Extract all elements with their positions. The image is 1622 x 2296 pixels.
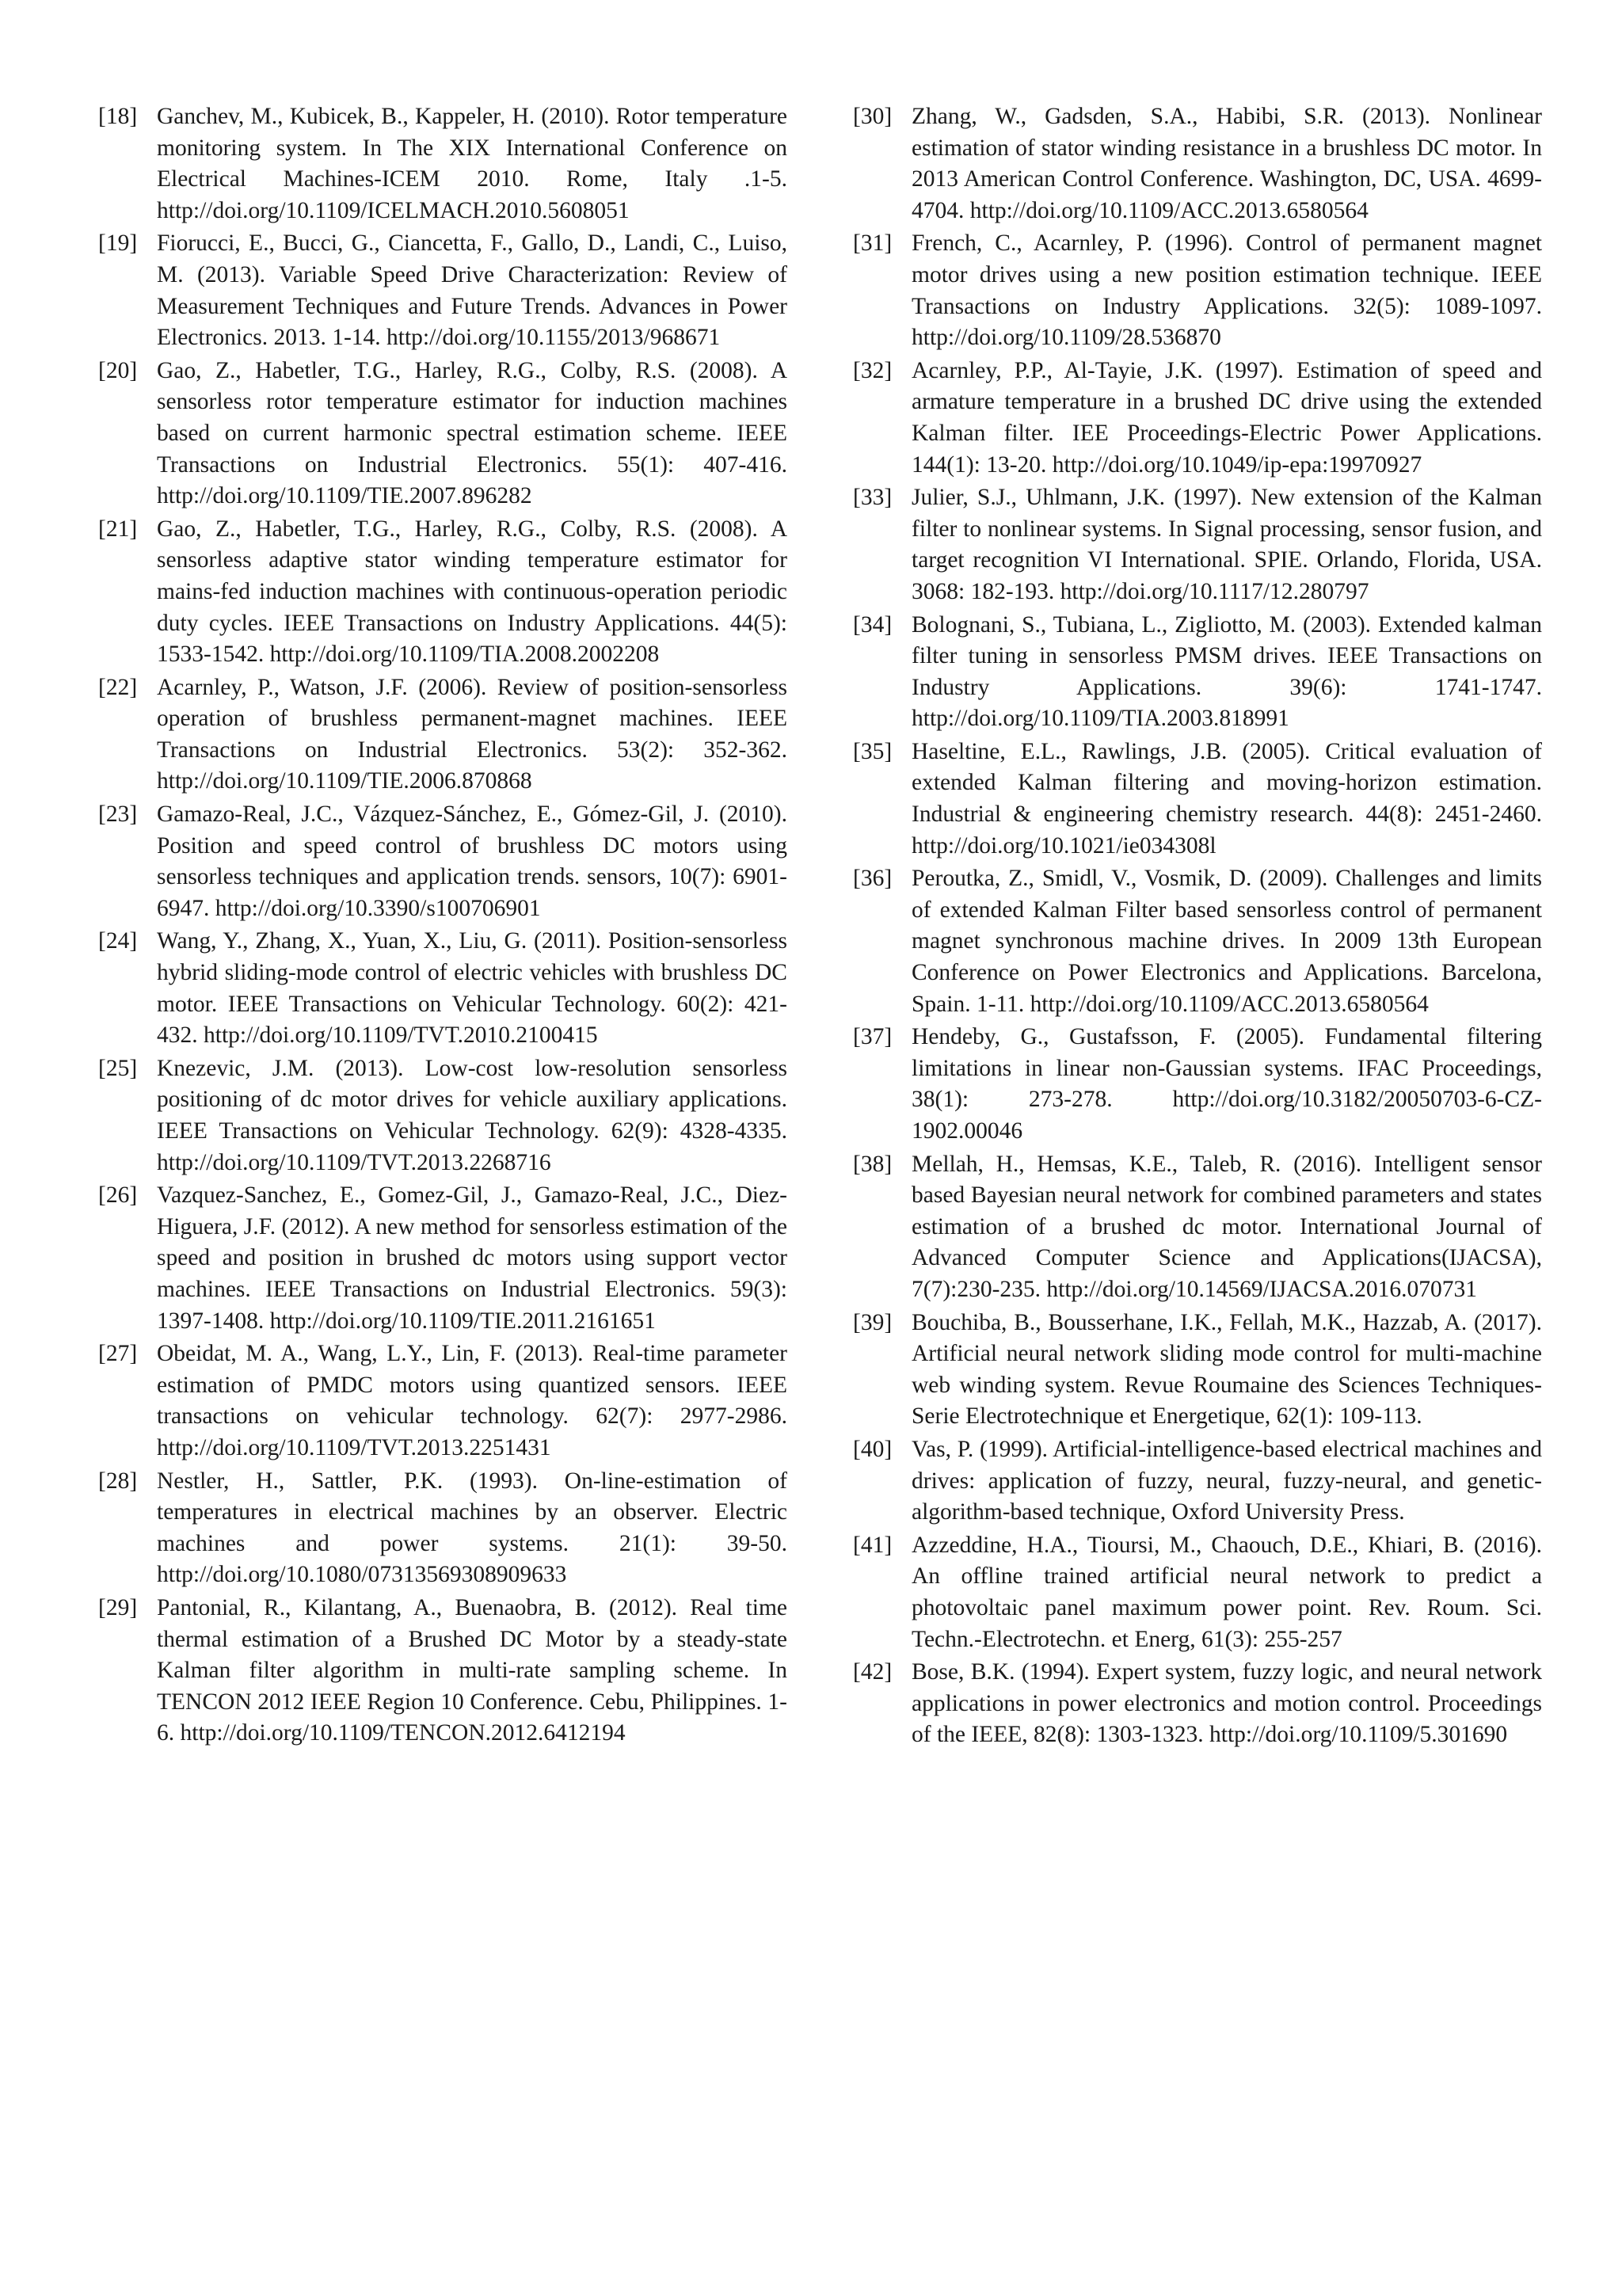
reference-number: [40] bbox=[853, 1436, 893, 1462]
reference-36 bbox=[853, 863, 1542, 1020]
reference-20 bbox=[98, 356, 787, 512]
reference-number: [29] bbox=[98, 1594, 138, 1620]
reference-list bbox=[98, 101, 787, 1750]
reference-text: Hendeby, G., Gustafsson, F. (2005). Fundamental filtering limitations in linear non-Gaussian systems. IFAC Proceedings, 38(1): 273-278. http://doi.org/10.3182/20050703-6-CZ-1902.00046 bbox=[912, 1024, 1542, 1144]
reference-31 bbox=[853, 228, 1542, 353]
reference-number: [24] bbox=[98, 928, 138, 954]
reference-number: [41] bbox=[853, 1532, 893, 1558]
reference-25 bbox=[98, 1053, 787, 1178]
reference-number: [26] bbox=[98, 1182, 138, 1209]
reference-text: Vazquez-Sanchez, E., Gomez-Gil, J., Gamazo-Real, J.C., Diez-Higuera, J.F. (2012). A new method for sensorless estimation of the speed and position in brushed dc motors using support vector machines. IEEE Transactions on Industrial Electronics. 59(3): 1397-1408. http://doi.org/10.1109/TIE.2011.2161651 bbox=[157, 1182, 787, 1334]
reference-text: Ganchev, M., Kubicek, B., Kappeler, H. (2010). Rotor temperature monitoring system. In The XIX International Conference on Electrical Machines-ICEM 2010. Rome, Italy .1-5. http://doi.org/10.1109/ICELMACH.2010.5608051 bbox=[157, 104, 787, 223]
reference-22 bbox=[98, 672, 787, 798]
reference-text: Wang, Y., Zhang, X., Yuan, X., Liu, G. (2011). Position-sensorless hybrid sliding-mode control of electric vehicles with brushless DC motor. IEEE Transactions on Vehicular Technology. 60(2): 421-432. http://doi.org/10.1109/TVT.2010.2100415 bbox=[157, 928, 787, 1049]
reference-text: Haseltine, E.L., Rawlings, J.B. (2005). Critical evaluation of extended Kalman filtering and moving-horizon estimation. Industrial & engineering chemistry research. 44(8): 2451-2460. http://doi.org/10.1021/ie034308l bbox=[912, 738, 1542, 859]
reference-42 bbox=[853, 1657, 1542, 1751]
reference-text: Vas, P. (1999). Artificial-intelligence-based electrical machines and drives: application of fuzzy, neural, fuzzy-neural, and genetic-algorithm-based technique, Oxford University Press. bbox=[912, 1436, 1542, 1525]
reference-19 bbox=[98, 228, 787, 353]
reference-number: [42] bbox=[853, 1659, 893, 1685]
reference-26 bbox=[98, 1180, 787, 1337]
reference-24 bbox=[98, 926, 787, 1051]
reference-number: [28] bbox=[98, 1468, 138, 1494]
reference-text: French, C., Acarnley, P. (1996). Control of permanent magnet motor drives using a new position estimation technique. IEEE Transactions on Industry Applications. 32(5): 1089-1097. http://doi.org/10.1109/28.536870 bbox=[912, 230, 1542, 351]
references-left-column bbox=[98, 101, 787, 1751]
reference-37 bbox=[853, 1022, 1542, 1147]
reference-34 bbox=[853, 610, 1542, 735]
reference-30 bbox=[853, 101, 1542, 227]
reference-text: Pantonial, R., Kilantang, A., Buenaobra, B. (2012). Real time thermal estimation of a Brushed DC Motor by a steady-state Kalman filter algorithm in multi-rate sampling scheme. In TENCON 2012 IEEE Region 10 Conference. Cebu, Philippines. 1-6. http://doi.org/10.1109/TENCON.2012.6412194 bbox=[157, 1594, 787, 1746]
reference-number: [34] bbox=[853, 611, 893, 638]
reference-list bbox=[853, 101, 1542, 1751]
reference-number: [19] bbox=[98, 230, 138, 257]
reference-number: [25] bbox=[98, 1055, 138, 1081]
reference-text: Nestler, H., Sattler, P.K. (1993). On-line-estimation of temperatures in electrical machines by an observer. Electric machines and power systems. 21(1): 39-50. http://doi.org/10.1080/07313569308909633 bbox=[157, 1468, 787, 1588]
reference-number: [30] bbox=[853, 104, 893, 129]
reference-text: Bouchiba, B., Bousserhane, I.K., Fellah, M.K., Hazzab, A. (2017). Artificial neural network sliding mode control for multi-machine web winding system. Revue Roumaine des Sciences Techniques-Serie Electrotechnique et Energetique, 62(1): 109-113. bbox=[912, 1309, 1542, 1430]
reference-39 bbox=[853, 1308, 1542, 1433]
reference-text: Julier, S.J., Uhlmann, J.K. (1997). New extension of the Kalman filter to nonlinear systems. In Signal processing, sensor fusion, and target recognition VI International. SPIE. Orlando, Florida, USA. 3068: 182-193. http://doi.org/10.1117/12.280797 bbox=[912, 485, 1542, 604]
reference-number: [36] bbox=[853, 866, 893, 892]
reference-number: [22] bbox=[98, 674, 138, 700]
reference-text: Bolognani, S., Tubiana, L., Zigliotto, M. (2003). Extended kalman filter tuning in sensorless PMSM drives. IEEE Transactions on Industry Applications. 39(6): 1741-1747. http://doi.org/10.1109/TIA.2003.818991 bbox=[912, 611, 1542, 732]
reference-number: [20] bbox=[98, 357, 138, 383]
reference-18 bbox=[98, 101, 787, 227]
reference-text: Acarnley, P.P., Al-Tayie, J.K. (1997). Estimation of speed and armature temperature in a brushed DC drive using the extended Kalman filter. IEE Proceedings-Electric Power Applications. 144(1): 13-20. http://doi.org/10.1049/ip-epa:19970927 bbox=[912, 357, 1542, 478]
reference-number: [32] bbox=[853, 357, 893, 383]
reference-23 bbox=[98, 799, 787, 924]
reference-41 bbox=[853, 1530, 1542, 1655]
reference-33 bbox=[853, 482, 1542, 607]
reference-number: [23] bbox=[98, 802, 138, 828]
reference-21 bbox=[98, 514, 787, 671]
reference-number: [39] bbox=[853, 1309, 893, 1335]
reference-number: [31] bbox=[853, 230, 893, 257]
reference-40 bbox=[853, 1434, 1542, 1529]
reference-38 bbox=[853, 1149, 1542, 1306]
reference-text: Mellah, H., Hemsas, K.E., Taleb, R. (2016). Intelligent sensor based Bayesian neural network for combined parameters and states estimation of a brushed dc motor. International Journal of Advanced Computer Science and Applications(IJACSA), 7(7):230-235. http://doi.org/10.14569/IJACSA.2016.070731 bbox=[912, 1151, 1542, 1302]
reference-text: Obeidat, M. A., Wang, L.Y., Lin, F. (2013). Real-time parameter estimation of PMDC motors using quantized sensors. IEEE transactions on vehicular technology. 62(7): 2977-2986. http://doi.org/10.1109/TVT.2013.2251431 bbox=[157, 1341, 787, 1460]
reference-number: [38] bbox=[853, 1151, 893, 1177]
reference-text: Fiorucci, E., Bucci, G., Ciancetta, F., Gallo, D., Landi, C., Luiso, M. (2013). Variable Speed Drive Characterization: Review of Measurement Techniques and Future Trends. Advances in Power Electronics. 2013. 1-14. http://doi.org/10.1155/2013/968671 bbox=[157, 230, 787, 351]
reference-29 bbox=[98, 1593, 787, 1750]
reference-28 bbox=[98, 1466, 787, 1591]
reference-text: Knezevic, J.M. (2013). Low-cost low-resolution sensorless positioning of dc motor drives for vehicle auxiliary applications. IEEE Transactions on Vehicular Technology. 62(9): 4328-4335. http://doi.org/10.1109/TVT.2013.2268716 bbox=[157, 1055, 787, 1175]
reference-text: Zhang, W., Gadsden, S.A., Habibi, S.R. (2013). Nonlinear estimation of stator winding resistance in a brushless DC motor. In 2013 American Control Conference. Washington, DC, USA. 4699-4704. http://doi.org/10.1109/ACC.2013.6580564 bbox=[912, 104, 1542, 223]
reference-text: Azzeddine, H.A., Tioursi, M., Chaouch, D.E., Khiari, B. (2016). An offline trained artificial neural network to predict a photovoltaic panel maximum power point. Rev. Roum. Sci. Techn.-Electrotechn. et Energ, 61(3): 255-257 bbox=[912, 1532, 1542, 1652]
reference-number: [18] bbox=[98, 104, 138, 129]
reference-number: [35] bbox=[853, 738, 893, 764]
references-right-column bbox=[853, 101, 1542, 1753]
reference-number: [33] bbox=[853, 485, 893, 511]
reference-32 bbox=[853, 356, 1542, 481]
reference-number: [37] bbox=[853, 1024, 893, 1050]
reference-text: Bose, B.K. (1994). Expert system, fuzzy logic, and neural network applications in power electronics and motion control. Proceedings of the IEEE, 82(8): 1303-1323. http://doi.org/10.1109/5.301690 bbox=[912, 1659, 1542, 1748]
reference-35 bbox=[853, 737, 1542, 862]
reference-number: [27] bbox=[98, 1341, 138, 1367]
reference-text: Peroutka, Z., Smidl, V., Vosmik, D. (2009). Challenges and limits of extended Kalman Filter based sensorless control of permanent magnet synchronous machine drives. In 2009 13th European Conference on Power Electronics and Applications. Barcelona, Spain. 1-11. http://doi.org/10.1109/ACC.2013.6580564 bbox=[912, 866, 1542, 1017]
reference-number: [21] bbox=[98, 516, 138, 542]
reference-text: Gamazo-Real, J.C., Vázquez-Sánchez, E., Gómez-Gil, J. (2010). Position and speed control of brushless DC motors using sensorless techniques and application trends. sensors, 10(7): 6901-6947. http://doi.org/10.3390/s100706901 bbox=[157, 802, 787, 921]
reference-text: Gao, Z., Habetler, T.G., Harley, R.G., Colby, R.S. (2008). A sensorless adaptive stator winding temperature estimator for mains-fed induction machines with continuous-operation periodic duty cycles. IEEE Transactions on Industry Applications. 44(5): 1533-1542. http://doi.org/10.1109/TIA.2008.2002208 bbox=[157, 516, 787, 668]
reference-text: Gao, Z., Habetler, T.G., Harley, R.G., Colby, R.S. (2008). A sensorless rotor temperature estimator for induction machines based on current harmonic spectral estimation scheme. IEEE Transactions on Industrial Electronics. 55(1): 407-416. http://doi.org/10.1109/TIE.2007.896282 bbox=[157, 357, 787, 509]
reference-27 bbox=[98, 1338, 787, 1464]
reference-text: Acarnley, P., Watson, J.F. (2006). Review of position-sensorless operation of brushless permanent-magnet machines. IEEE Transactions on Industrial Electronics. 53(2): 352-362. http://doi.org/10.1109/TIE.2006.870868 bbox=[157, 674, 787, 794]
